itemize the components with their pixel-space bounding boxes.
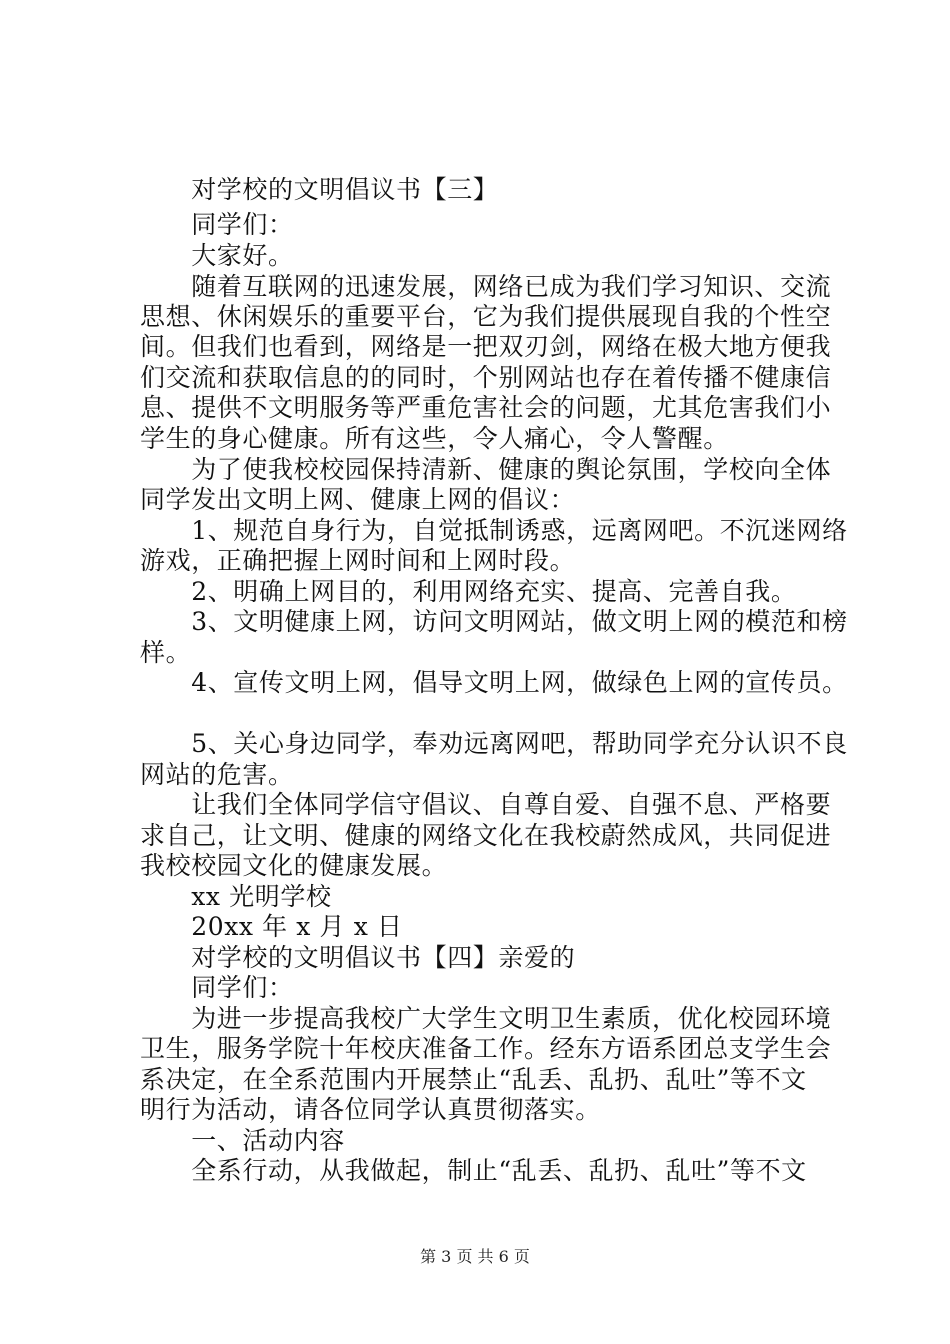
heading-line: 对学校的文明倡议书【四】亲爱的 [140, 943, 576, 972]
section-heading: 一、活动内容 [140, 1126, 345, 1155]
list-item: 2、明确上网目的，利用网络充实、提高、完善自我。 [140, 577, 797, 606]
text-line: 大家好。 [140, 241, 294, 270]
text-line: 明行为活动，请各位同学认真贯彻落实。 [140, 1095, 601, 1124]
text-line: 让我们全体同学信守倡议、自尊自爱、自强不息、严格要 [140, 790, 832, 819]
list-item: 1、规范自身行为，自觉抵制诱惑，远离网吧。不沉迷网络 [140, 516, 848, 545]
signature-school: xx 光明学校 [140, 882, 332, 911]
text-line: 思想、休闲娱乐的重要平台，它为我们提供展现自我的个性空 [140, 302, 832, 331]
text-line: 我校校园文化的健康发展。 [140, 851, 448, 880]
text-line: 随着互联网的迅速发展，网络已成为我们学习知识、交流 [140, 272, 832, 301]
text-line: 游戏，正确把握上网时间和上网时段。 [140, 546, 576, 575]
text-line: 全系行动，从我做起，制止“乱丢、乱扔、乱吐”等不文 [140, 1156, 807, 1185]
text-line: 间。但我们也看到，网络是一把双刃剑，网络在极大地方便我 [140, 332, 832, 361]
heading-line: 对学校的文明倡议书【三】 [140, 175, 499, 204]
text-line: 同学们： [140, 973, 294, 1002]
page-footer: 第 3 页 共 6 页 [420, 1247, 530, 1266]
text-line: 系决定，在全系范围内开展禁止“乱丢、乱扔、乱吐”等不文 [140, 1065, 807, 1094]
list-item: 4、宣传文明上网，倡导文明上网，做绿色上网的宣传员。 [140, 668, 848, 697]
text-line: 们交流和获取信息的的同时，个别网站也存在着传播不健康信 [140, 363, 832, 392]
text-line: 同学们： [140, 210, 294, 239]
text-line: 为进一步提高我校广大学生文明卫生素质，优化校园环境 [140, 1004, 832, 1033]
text-line: 同学发出文明上网、健康上网的倡议： [140, 485, 576, 514]
signature-date: 20xx 年 x 月 x 日 [140, 912, 403, 941]
list-item: 5、关心身边同学，奉劝远离网吧，帮助同学充分认识不良 [140, 729, 848, 758]
text-line: 样。 [140, 638, 192, 667]
text-line: 学生的身心健康。所有这些，令人痛心，令人警醒。 [140, 424, 729, 453]
list-item: 3、文明健康上网，访问文明网站，做文明上网的模范和榜 [140, 607, 848, 636]
text-line: 息、提供不文明服务等严重危害社会的问题，尤其危害我们小 [140, 393, 832, 422]
text-line: 为了使我校校园保持清新、健康的舆论氛围，学校向全体 [140, 455, 832, 484]
text-line: 卫生，服务学院十年校庆准备工作。经东方语系团总支学生会 [140, 1034, 832, 1063]
text-line: 求自己，让文明、健康的网络文化在我校蔚然成风，共同促进 [140, 821, 832, 850]
text-line: 网站的危害。 [140, 760, 294, 789]
